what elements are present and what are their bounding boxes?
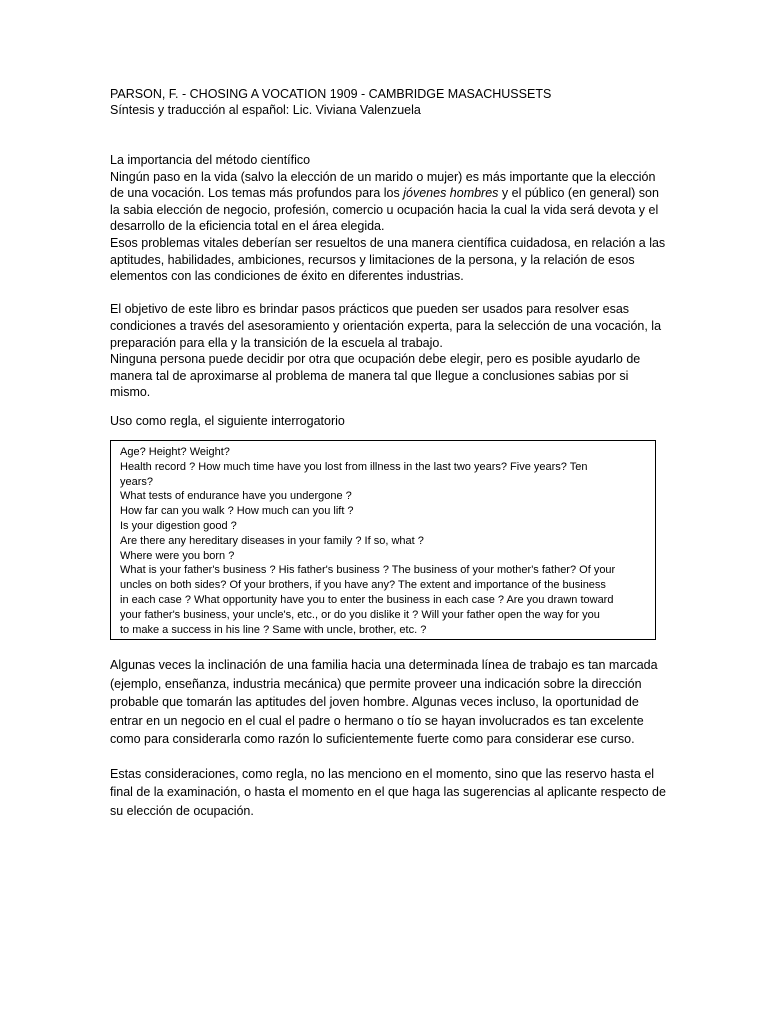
paragraph-1-text-a: Ningún paso en la vida (salvo la elección de un marido o mujer) es más importante que la elección de una vocación. Los temas más profundos para los [110,169,656,201]
question-line: to make a success in his line ? Same with uncle, brother, etc. ? [120,623,427,636]
question-line: Is your digestion good ? [120,519,237,532]
closing-content [110,656,670,820]
question-line: Where were you born ? [120,549,235,562]
question-line: in each case ? What opportunity have you to enter the business in each case ? Are you drawn toward [120,593,614,606]
document-title: PARSON, F. - CHOSING A VOCATION 1909 - CAMBRIDGE MASACHUSSETS [110,87,552,101]
closing-paragraph-1: Algunas veces la inclinación de una familia hacia una determinada línea de trabajo es tan marcada (ejemplo, enseñanza, industria mecánica) que permite proveer una indicación sobre la dirección probable que tomarán las aptitudes del joven hombre. Algunas veces incluso, la oportunidad de entrar en un negocio en el cual el padre o hermano o tío se hayan involucrados es tan excelente como para considerarla como razón lo suficientemente fuerte como para considerar ese curso. [110,658,658,746]
paragraph-1-emphasis: jóvenes hombres [403,186,499,201]
paragraph-5: Uso como regla, el siguiente interrogatorio [110,413,345,428]
question-line: What is your father's business ? His father's business ? The business of your mother's father? Of your [120,564,616,577]
question-line: How far can you walk ? How much can you lift ? [120,505,354,518]
question-line: years? [120,475,154,488]
section-heading: La importancia del método científico [110,153,311,167]
question-line: Age? Height? Weight? [120,446,230,458]
document-subtitle: Síntesis y traducción al español: Lic. Viviana Valenzuela [110,103,421,117]
question-line: your father's business, your uncle's, etc., or do you dislike it ? Will your father open the way for you [120,608,600,621]
question-line: Are there any hereditary diseases in your family ? If so, what ? [120,534,424,547]
question-line: What tests of endurance have you undergone ? [120,490,352,503]
document-header [110,86,670,118]
questionnaire-box [110,440,656,640]
question-line: uncles on both sides? Of your brothers, if you have any? The extent and importance of the business [120,579,606,592]
question-line: Health record ? How much time have you lost from illness in the last two years? Five years? Ten [120,460,588,473]
closing-paragraph-2: Estas consideraciones, como regla, no las menciono en el momento, sino que las reservo hasta el final de la examinación, o hasta el momento en el que haga las sugerencias al aplicante respecto de su elección de ocupación. [110,766,666,818]
paragraph-3: El objetivo de este libro es brindar pasos prácticos que pueden ser usados para resolver esas condiciones a través del asesoramiento y orientación experta, para la selección de una vocación, la preparación para ella y la transición de la escuela al trabajo. [110,302,662,350]
paragraph-1-text-b: y el público (en general) son la sabia elección de negocio, profesión, comercio u ocupación hacia la cual la vida será devota y el desarrollo de la eficiencia total en el área elegida. [110,186,659,234]
main-content [110,152,670,430]
paragraph-1 [110,169,670,235]
paragraph-2: Esos problemas vitales deberían ser resueltos de una manera científica cuidadosa, en relación a las aptitudes, habilidades, ambiciones, recursos y limitaciones de la persona, y la relación de esos elementos con las condiciones de éxito en diferentes industrias. [110,235,666,284]
paragraph-4: Ninguna persona puede decidir por otra que ocupación debe elegir, pero es posible ayudarlo de manera tal de aproximarse al problema de manera tal que llegue a conclusiones sabias por si mismo. [110,352,641,400]
